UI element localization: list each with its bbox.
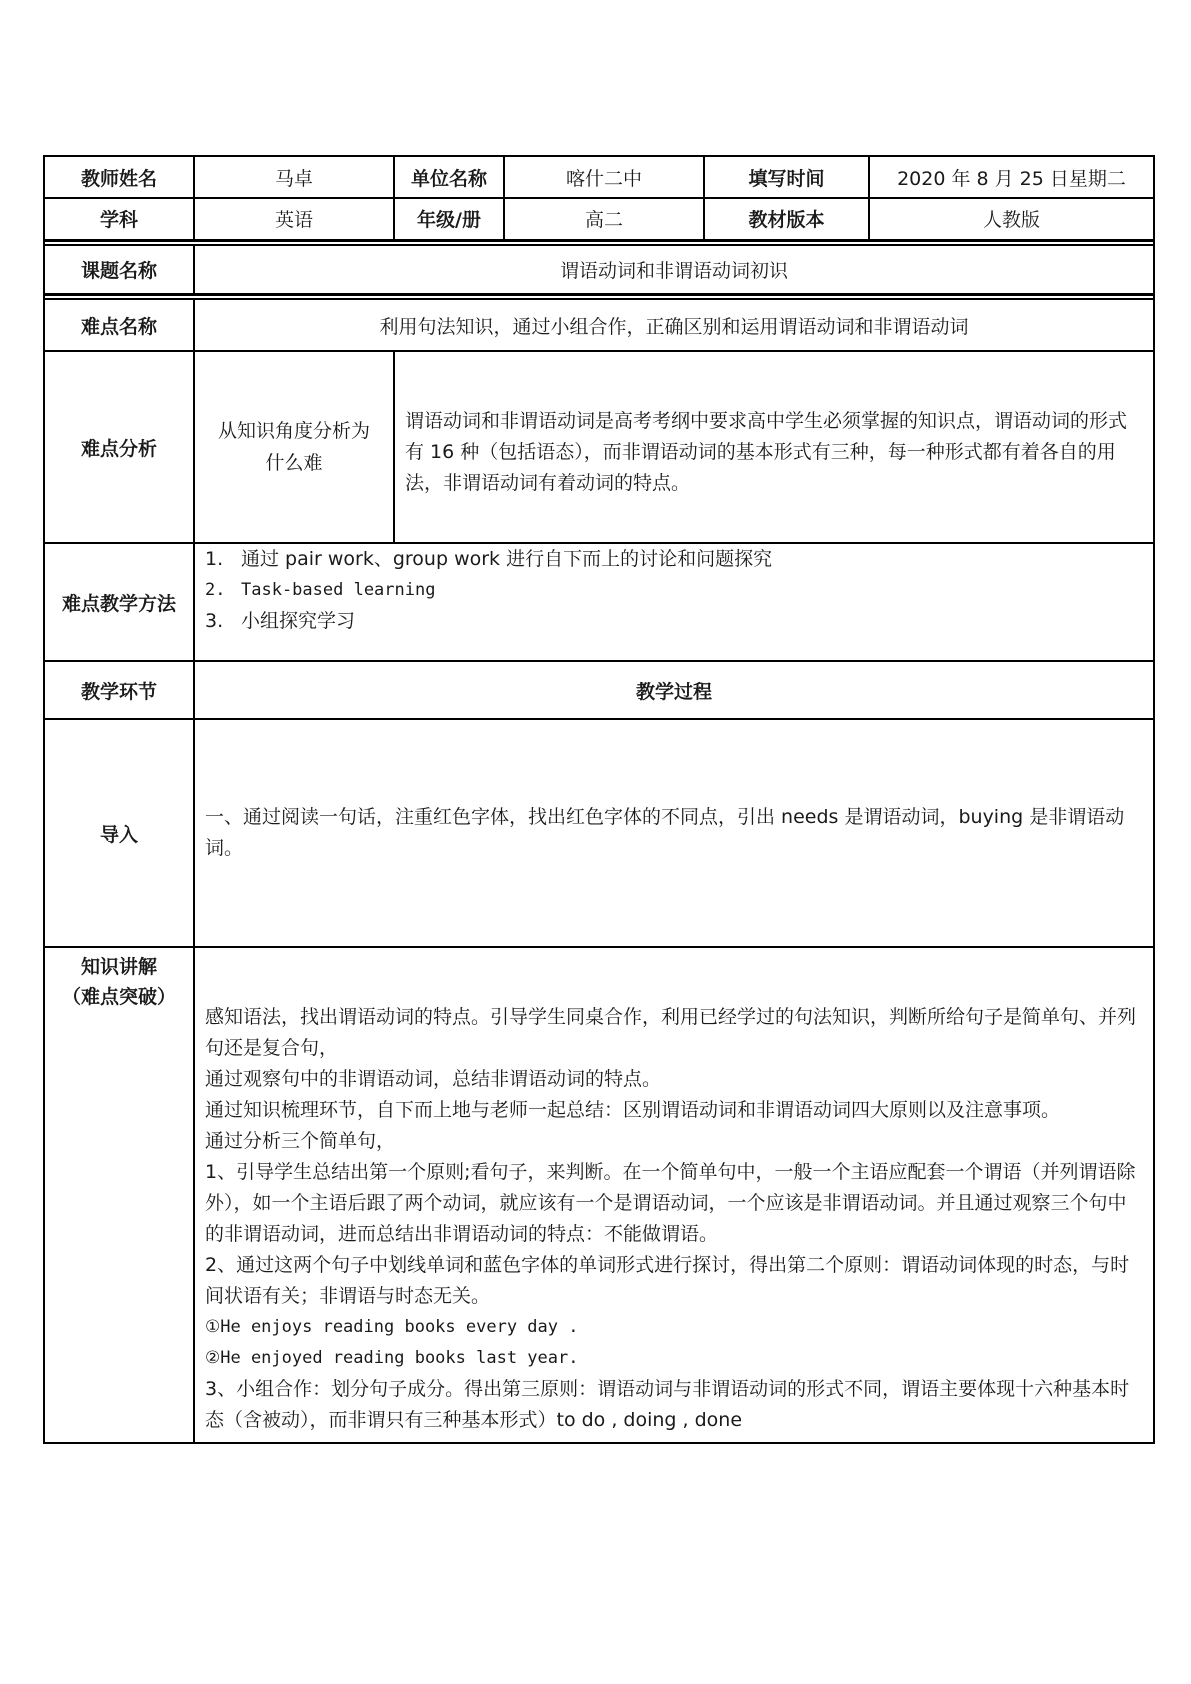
methods-list (194, 543, 1154, 661)
topic-value: 谓语动词和非谓语动词初识 (194, 245, 1154, 295)
analysis-row (44, 351, 1154, 543)
knowledge-label-line1: 知识讲解 (80, 956, 157, 978)
difficulty-row (44, 299, 1154, 351)
date-value: 2020 年 8 月 25 日星期二 (869, 156, 1154, 198)
knowledge-row (44, 947, 1154, 1443)
topic-row (44, 245, 1154, 295)
difficulty-label: 难点名称 (44, 299, 194, 351)
analysis-sub-label: 从知识角度分析为什么难 (194, 351, 394, 543)
knowledge-content (194, 947, 1154, 1443)
knowledge-paragraph: 通过分析三个简单句， (205, 1130, 396, 1152)
method-text: Task-based learning (241, 580, 436, 600)
header-row-2 (44, 198, 1154, 240)
teacher-label: 教师姓名 (44, 156, 194, 198)
knowledge-paragraph: 通过观察句中的非谓语动词，总结非谓语动词的特点。 (205, 1068, 662, 1090)
difficulty-value: 利用句法知识，通过小组合作，正确区别和运用谓语动词和非谓语动词 (194, 299, 1154, 351)
knowledge-label-line2: （难点突破） (61, 986, 176, 1008)
method-item (205, 606, 1143, 637)
method-text: 小组探究学习 (241, 610, 356, 632)
intro-label: 导入 (44, 719, 194, 947)
knowledge-paragraph: 感知语法，找出谓语动词的特点。引导学生同桌合作，利用已经学过的句法知识，判断所给句子是简单句、并列句还是复合句， (205, 1006, 1137, 1059)
topic-label: 课题名称 (44, 245, 194, 295)
unit-label: 单位名称 (394, 156, 504, 198)
method-number: 2. (205, 580, 226, 600)
teacher-value: 马卓 (194, 156, 394, 198)
method-item (205, 544, 1143, 575)
header-row-1 (44, 156, 1154, 198)
intro-row (44, 719, 1154, 947)
intro-text: 一、通过阅读一句话，注重红色字体，找出红色字体的不同点，引出 needs 是谓语动词，buying 是非谓语动词。 (194, 719, 1154, 947)
knowledge-paragraph: 2、通过这两个句子中划线单词和蓝色字体的单词形式进行探讨，得出第二个原则：谓语动词体现的时态，与时间状语有关；非谓语与时态无关。 (205, 1254, 1130, 1307)
grade-label: 年级/册 (394, 198, 504, 240)
edition-value: 人教版 (869, 198, 1154, 240)
method-item (205, 575, 1143, 606)
process-label: 教学过程 (194, 661, 1154, 719)
subject-label: 学科 (44, 198, 194, 240)
methods-row (44, 543, 1154, 661)
example-sentence-2: ②He enjoyed reading books last year. (205, 1348, 579, 1368)
process-header-row (44, 661, 1154, 719)
stage-label: 教学环节 (44, 661, 194, 719)
date-label: 填写时间 (704, 156, 869, 198)
knowledge-paragraph: 通过知识梳理环节，自下而上地与老师一起总结：区别谓语动词和非谓语动词四大原则以及注意事项。 (205, 1099, 1061, 1121)
knowledge-paragraph: 3、小组合作：划分句子成分。得出第三原则：谓语动词与非谓语动词的形式不同，谓语主要体现十六种基本时态（含被动），而非谓只有三种基本形式）to do , doing , done (205, 1378, 1130, 1431)
analysis-text: 谓语动词和非谓语动词是高考考纲中要求高中学生必须掌握的知识点，谓语动词的形式有 16 种（包括语态），而非谓语动词的基本形式有三种，每一种形式都有着各自的用法，非谓语动词有着动词的特点。 (394, 351, 1154, 543)
unit-value: 喀什二中 (504, 156, 704, 198)
method-number: 1. (205, 548, 224, 570)
example-sentence-1: ①He enjoys reading books every day . (205, 1317, 579, 1337)
edition-label: 教材版本 (704, 198, 869, 240)
lesson-plan-table (43, 155, 1155, 1444)
subject-value: 英语 (194, 198, 394, 240)
grade-value: 高二 (504, 198, 704, 240)
methods-label: 难点教学方法 (44, 543, 194, 661)
analysis-label: 难点分析 (44, 351, 194, 543)
method-text: 通过 pair work、group work 进行自下而上的讨论和问题探究 (241, 548, 773, 570)
lesson-plan-sheet (43, 155, 1153, 1444)
knowledge-label (44, 947, 194, 1443)
method-number: 3. (205, 610, 224, 632)
knowledge-paragraph: 1、引导学生总结出第一个原则;看句子，来判断。在一个简单句中，一般一个主语应配套一个谓语（并列谓语除外），如一个主语后跟了两个动词，就应该有一个是谓语动词，一个应该是非谓语动词。并且通过观察三个句中的非谓语动词，进而总结出非谓语动词的特点：不能做谓语。 (205, 1161, 1136, 1245)
